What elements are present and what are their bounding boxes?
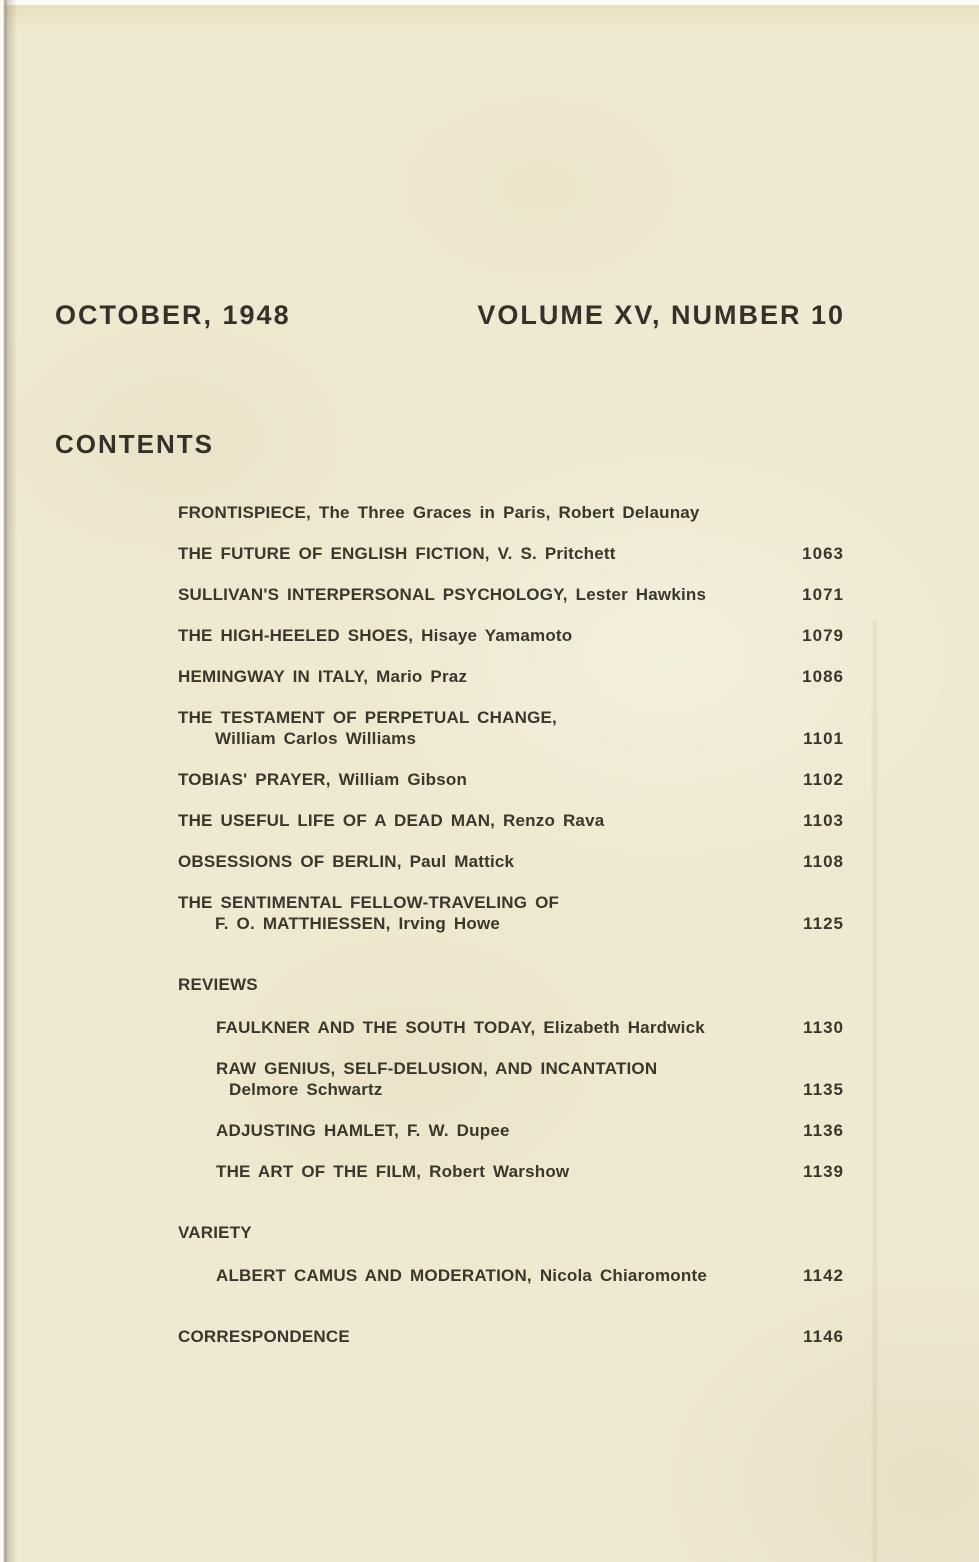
page-number: 1146 <box>803 1327 844 1346</box>
toc-entry-line <box>178 502 784 523</box>
entry-author: Hisaye Yamamoto <box>421 626 573 645</box>
entry-title: ALBERT CAMUS AND MODERATION, <box>216 1266 532 1285</box>
entry-title: THE USEFUL LIFE OF A DEAD MAN, <box>178 811 496 830</box>
entry-title: FAULKNER AND THE SOUTH TODAY, <box>216 1018 536 1037</box>
contents-title: CONTENTS <box>55 429 214 459</box>
paper-crease <box>871 620 879 1562</box>
page-number: 1071 <box>802 585 844 604</box>
toc-entry <box>178 851 844 872</box>
toc-entry-line <box>178 728 784 749</box>
entry-title: THE ART OF THE FILM, <box>216 1162 422 1181</box>
table-of-contents <box>178 502 844 1369</box>
page-number: 1125 <box>803 914 844 933</box>
toc-entry-lines <box>178 707 784 749</box>
toc-entry-lines <box>178 1058 784 1100</box>
toc-entry <box>178 666 844 687</box>
toc-entry-line <box>178 1058 784 1079</box>
entry-author: Nicola Chiaromonte <box>539 1266 707 1285</box>
page-number: 1130 <box>803 1018 844 1037</box>
page-number: 1086 <box>802 667 844 686</box>
entry-title: ADJUSTING HAMLET, <box>216 1121 400 1140</box>
toc-entry-lines <box>178 584 784 605</box>
toc-entry-line <box>178 625 784 646</box>
toc-entry <box>178 625 844 646</box>
entry-author: William Gibson <box>338 770 468 789</box>
entry-author: F. W. Dupee <box>406 1121 510 1140</box>
masthead <box>55 300 845 330</box>
toc-entry-line <box>178 851 784 872</box>
section-header-lines <box>178 1326 784 1347</box>
entry-title: THE SENTIMENTAL FELLOW-TRAVELING OF <box>178 893 560 912</box>
section-header-row <box>178 1326 844 1347</box>
toc-entry-lines <box>178 666 784 687</box>
section-header-line <box>178 1222 784 1243</box>
section-header-row <box>178 1222 844 1243</box>
toc-entry <box>178 1161 844 1182</box>
toc-entry <box>178 707 844 749</box>
entry-author: Robert Warshow <box>429 1162 570 1181</box>
toc-entry-line <box>178 892 784 913</box>
section-header-line <box>178 974 784 995</box>
toc-entry-line <box>178 1017 784 1038</box>
entry-title: F. O. MATTHIESSEN, <box>215 914 391 933</box>
entry-title: HEMINGWAY IN ITALY, <box>178 667 369 686</box>
toc-entry-lines <box>178 1161 784 1182</box>
toc-entry-line <box>178 707 784 728</box>
issue-date: OCTOBER, 1948 <box>55 300 291 330</box>
toc-entry-lines <box>178 502 784 523</box>
toc-entry <box>178 1017 844 1038</box>
entry-author: Elizabeth Hardwick <box>543 1018 705 1037</box>
entry-title: THE FUTURE OF ENGLISH FICTION, <box>178 544 490 563</box>
toc-entry-lines <box>178 851 784 872</box>
page-number: 1108 <box>803 852 844 871</box>
toc-entry-line <box>178 1161 784 1182</box>
toc-entry-lines <box>178 1265 784 1286</box>
toc-entry-line <box>178 1265 784 1286</box>
toc-entry-lines <box>178 769 784 790</box>
toc-entry-lines <box>178 625 784 646</box>
toc-entry <box>178 892 844 934</box>
toc-entry <box>178 543 844 564</box>
toc-entry-lines <box>178 1017 784 1038</box>
page-number: 1102 <box>803 770 844 789</box>
entry-title: TOBIAS' PRAYER, <box>178 770 331 789</box>
toc-entry-line <box>178 769 784 790</box>
entry-author: Lester Hawkins <box>575 585 707 604</box>
toc-entry <box>178 810 844 831</box>
toc-entry <box>178 769 844 790</box>
entry-author: V. S. Pritchett <box>497 544 616 563</box>
issue-volume-number: VOLUME XV, NUMBER 10 <box>477 300 845 330</box>
toc-entry <box>178 502 844 523</box>
entry-author: Mario Praz <box>376 667 468 686</box>
entry-author: Delmore Schwartz <box>229 1080 383 1099</box>
toc-entry-lines <box>178 892 784 934</box>
page-number: 1136 <box>803 1121 844 1140</box>
page-number: 1079 <box>802 626 844 645</box>
toc-entry-lines <box>178 1120 784 1141</box>
entry-title: RAW GENIUS, SELF-DELUSION, AND INCANTATION <box>216 1059 658 1078</box>
toc-entry-line <box>178 543 784 564</box>
section-header-line <box>178 1326 784 1347</box>
toc-entry <box>178 584 844 605</box>
toc-entry <box>178 1058 844 1100</box>
toc-entry-lines <box>178 810 784 831</box>
scan-edge-top <box>0 0 979 5</box>
page-number: 1101 <box>803 729 844 748</box>
page-number: 1142 <box>803 1266 844 1285</box>
toc-entry-line <box>178 810 784 831</box>
toc-entry-line <box>178 1120 784 1141</box>
scan-edge-left <box>0 0 18 1562</box>
page-number: 1063 <box>802 544 844 563</box>
entry-author: Irving Howe <box>398 914 501 933</box>
section-header-label: CORRESPONDENCE <box>178 1327 350 1346</box>
entry-author: Paul Mattick <box>409 852 515 871</box>
toc-entry <box>178 1265 844 1286</box>
entry-title: OBSESSIONS OF BERLIN, <box>178 852 402 871</box>
entry-title: THE TESTAMENT OF PERPETUAL CHANGE, <box>178 708 557 727</box>
toc-entry-line <box>178 666 784 687</box>
section-header-lines <box>178 974 784 995</box>
section-header-lines <box>178 1222 784 1243</box>
page-number: 1103 <box>803 811 844 830</box>
entry-author: The Three Graces in Paris, Robert Delaunay <box>318 503 700 522</box>
entry-title: THE HIGH-HEELED SHOES, <box>178 626 414 645</box>
page-number: 1139 <box>803 1162 844 1181</box>
toc-entry-lines <box>178 543 784 564</box>
entry-author: Renzo Rava <box>503 811 605 830</box>
entry-title: FRONTISPIECE, <box>178 503 311 522</box>
section-header-row <box>178 974 844 995</box>
section-header-label: VARIETY <box>178 1223 252 1242</box>
toc-entry <box>178 1120 844 1141</box>
section-header-label: REVIEWS <box>178 975 258 994</box>
toc-entry-line <box>178 913 784 934</box>
toc-entry-line <box>178 584 784 605</box>
entry-title: SULLIVAN'S INTERPERSONAL PSYCHOLOGY, <box>178 585 568 604</box>
entry-author: William Carlos Williams <box>215 729 417 748</box>
page-number: 1135 <box>803 1080 844 1099</box>
toc-entry-line <box>178 1079 784 1100</box>
